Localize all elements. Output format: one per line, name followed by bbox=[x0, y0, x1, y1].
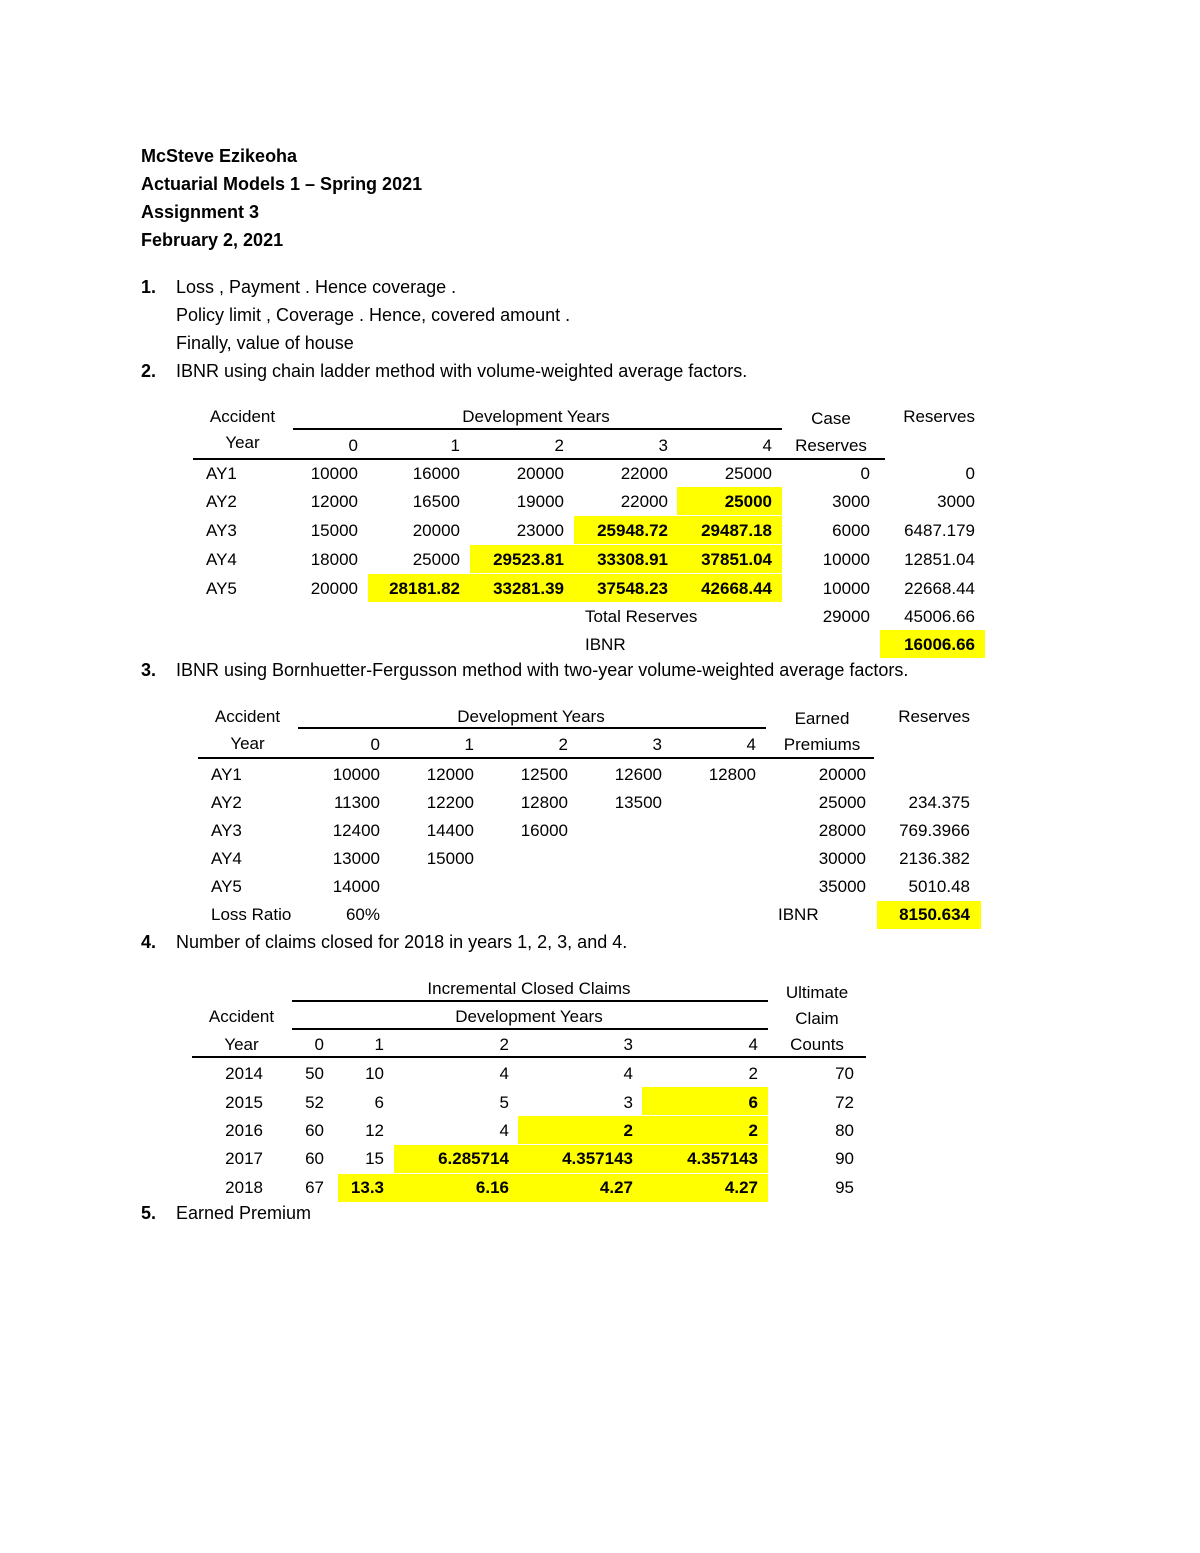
item-text: Number of claims closed for 2018 in years 1, 2, 3, and 4. bbox=[176, 932, 628, 952]
row-label: AY2 bbox=[211, 793, 242, 812]
dev-col-header: 0 bbox=[370, 735, 380, 754]
cell-value: 52 bbox=[305, 1093, 324, 1112]
dev-years-title: Development Years bbox=[457, 707, 605, 726]
total-reserves-label: Total Reserves bbox=[585, 607, 698, 626]
cell-value: 6000 bbox=[832, 521, 870, 540]
cell-value: 15 bbox=[365, 1149, 384, 1168]
cell-value: 10000 bbox=[822, 579, 870, 598]
cell-value: 2 bbox=[748, 1064, 758, 1083]
cell-value: 35000 bbox=[818, 877, 866, 896]
cell-value: 28181.82 bbox=[389, 579, 460, 598]
cell-value: 4.27 bbox=[599, 1178, 633, 1197]
column-header: Accident bbox=[209, 407, 276, 426]
column-header: Premiums bbox=[783, 735, 861, 754]
dev-years-title: Development Years bbox=[462, 407, 610, 426]
cell-value: 29523.81 bbox=[493, 550, 564, 569]
dev-col-header: 2 bbox=[499, 1035, 509, 1054]
cell-value: 12800 bbox=[708, 765, 756, 784]
item-number: 4. bbox=[141, 932, 157, 952]
column-header: Reserves bbox=[898, 707, 970, 726]
ibnr-label: IBNR bbox=[585, 635, 626, 654]
cell-value: 16500 bbox=[412, 492, 460, 511]
cell-value: 12851.04 bbox=[904, 550, 975, 569]
row-label: AY2 bbox=[206, 492, 237, 511]
cell-value: 50 bbox=[305, 1064, 324, 1083]
cell-value: 12500 bbox=[520, 765, 568, 784]
column-header: Ultimate bbox=[785, 983, 849, 1002]
cell-value: 6 bbox=[748, 1093, 758, 1112]
cell-value: 95 bbox=[835, 1178, 854, 1197]
cell-value: 2136.382 bbox=[899, 849, 970, 868]
cell-value: 16000 bbox=[520, 821, 568, 840]
row-label: 2018 bbox=[225, 1178, 263, 1197]
item-text: Policy limit , Coverage . Hence, covered amount . bbox=[176, 305, 571, 325]
cell-value: 769.3966 bbox=[899, 821, 970, 840]
item-text: IBNR using Bornhuetter-Fergusson method with two-year volume-weighted average factors. bbox=[176, 660, 909, 680]
item-number: 1. bbox=[141, 277, 157, 297]
cell-value: 15000 bbox=[426, 849, 474, 868]
cell-value: 80 bbox=[835, 1121, 854, 1140]
dev-col-header: 0 bbox=[348, 436, 358, 455]
cell-value: 5010.48 bbox=[908, 877, 970, 896]
row-label: AY5 bbox=[211, 877, 242, 896]
row-label: 2017 bbox=[225, 1149, 263, 1168]
column-header: Reserves bbox=[795, 436, 867, 455]
cell-value: 20000 bbox=[516, 464, 564, 483]
cell-value: 14400 bbox=[426, 821, 474, 840]
dev-col-header: 0 bbox=[314, 1035, 324, 1054]
loss-ratio-value: 60% bbox=[345, 905, 380, 924]
course-title: Actuarial Models 1 – Spring 2021 bbox=[141, 174, 423, 194]
cell-value: 5 bbox=[499, 1093, 509, 1112]
divider bbox=[193, 458, 885, 460]
column-header: Case bbox=[811, 409, 851, 428]
column-header: Accident bbox=[208, 1007, 275, 1026]
dev-col-header: 3 bbox=[652, 735, 662, 754]
column-header: Year bbox=[230, 734, 265, 753]
row-label: AY3 bbox=[206, 521, 237, 540]
dev-col-header: 3 bbox=[623, 1035, 633, 1054]
cell-value: 22000 bbox=[620, 492, 668, 511]
cell-value: 4.27 bbox=[724, 1178, 758, 1197]
assignment-title: Assignment 3 bbox=[141, 202, 260, 222]
cell-value: 15000 bbox=[310, 521, 358, 540]
loss-ratio-label: Loss Ratio bbox=[211, 905, 292, 924]
column-header: Year bbox=[225, 433, 260, 452]
cell-value: 22668.44 bbox=[904, 579, 975, 598]
document-date: February 2, 2021 bbox=[141, 230, 284, 250]
cell-value: 12800 bbox=[520, 793, 568, 812]
column-header: Earned bbox=[794, 709, 850, 728]
divider bbox=[198, 757, 874, 759]
cell-value: 4.357143 bbox=[687, 1149, 758, 1168]
cell-value: 37851.04 bbox=[701, 550, 772, 569]
cell-value: 4 bbox=[623, 1064, 633, 1083]
cell-value: 12600 bbox=[614, 765, 662, 784]
cell-value: 10000 bbox=[332, 765, 380, 784]
cell-value: 6.16 bbox=[475, 1178, 509, 1197]
total-reserves: 45006.66 bbox=[904, 607, 975, 626]
column-header: Reserves bbox=[903, 407, 975, 426]
dev-col-header: 3 bbox=[658, 436, 668, 455]
cell-value: 25000 bbox=[818, 793, 866, 812]
cell-value: 6.285714 bbox=[438, 1149, 509, 1168]
cell-value: 13500 bbox=[614, 793, 662, 812]
row-label: 2014 bbox=[225, 1064, 263, 1083]
cell-value: 23000 bbox=[516, 521, 564, 540]
row-label: AY3 bbox=[211, 821, 242, 840]
divider bbox=[192, 1056, 866, 1058]
dev-col-header: 1 bbox=[464, 735, 474, 754]
cell-value: 6 bbox=[374, 1093, 384, 1112]
cell-value: 60 bbox=[305, 1149, 324, 1168]
cell-value: 3000 bbox=[937, 492, 975, 511]
cell-value: 20000 bbox=[818, 765, 866, 784]
cell-value: 72 bbox=[835, 1093, 854, 1112]
cell-value: 42668.44 bbox=[701, 579, 772, 598]
cell-value: 12400 bbox=[332, 821, 380, 840]
cell-value: 60 bbox=[305, 1121, 324, 1140]
cell-value: 0 bbox=[860, 464, 870, 483]
cell-value: 10000 bbox=[310, 464, 358, 483]
cell-value: 16000 bbox=[412, 464, 460, 483]
cell-value: 18000 bbox=[310, 550, 358, 569]
cell-value: 70 bbox=[835, 1064, 854, 1083]
cell-value: 234.375 bbox=[908, 793, 970, 812]
divider bbox=[292, 1000, 768, 1002]
incremental-title: Incremental Closed Claims bbox=[427, 979, 631, 998]
cell-value: 2 bbox=[748, 1121, 758, 1140]
cell-value: 29487.18 bbox=[701, 521, 772, 540]
cell-value: 6487.179 bbox=[904, 521, 975, 540]
dev-col-header: 1 bbox=[374, 1035, 384, 1054]
cell-value: 25948.72 bbox=[597, 521, 668, 540]
divider bbox=[298, 727, 766, 729]
ibnr-value: 8150.634 bbox=[899, 905, 970, 924]
column-header: Year bbox=[224, 1035, 259, 1054]
column-header: Claim bbox=[795, 1009, 839, 1028]
cell-value: 10000 bbox=[822, 550, 870, 569]
dev-years-title: Development Years bbox=[455, 1007, 603, 1026]
author-name: McSteve Ezikeoha bbox=[141, 146, 298, 166]
cell-value: 19000 bbox=[516, 492, 564, 511]
item-text: Earned Premium bbox=[176, 1203, 312, 1223]
item-number: 3. bbox=[141, 660, 157, 680]
dev-col-header: 4 bbox=[762, 436, 772, 455]
cell-value: 10 bbox=[365, 1064, 384, 1083]
item-text: Loss , Payment . Hence coverage . bbox=[176, 277, 457, 297]
cell-value: 3000 bbox=[832, 492, 870, 511]
total-case: 29000 bbox=[822, 607, 870, 626]
divider bbox=[292, 1028, 768, 1030]
cell-value: 33308.91 bbox=[597, 550, 668, 569]
cell-value: 67 bbox=[305, 1178, 324, 1197]
row-label: 2015 bbox=[225, 1093, 263, 1112]
cell-value: 22000 bbox=[620, 464, 668, 483]
cell-value: 0 bbox=[965, 464, 975, 483]
item-number: 5. bbox=[141, 1203, 157, 1223]
item-text: IBNR using chain ladder method with volume-weighted average factors. bbox=[176, 361, 748, 381]
cell-value: 4 bbox=[499, 1121, 509, 1140]
cell-value: 20000 bbox=[310, 579, 358, 598]
row-label: AY4 bbox=[206, 550, 237, 569]
item-number: 2. bbox=[141, 361, 157, 381]
cell-value: 33281.39 bbox=[493, 579, 564, 598]
row-label: 2016 bbox=[225, 1121, 263, 1140]
cell-value: 37548.23 bbox=[597, 579, 668, 598]
column-header: Counts bbox=[790, 1035, 844, 1054]
row-label: AY5 bbox=[206, 579, 237, 598]
cell-value: 11300 bbox=[333, 793, 380, 812]
dev-col-header: 2 bbox=[554, 436, 564, 455]
cell-value: 4 bbox=[499, 1064, 509, 1083]
cell-value: 14000 bbox=[332, 877, 380, 896]
cell-value: 4.357143 bbox=[562, 1149, 633, 1168]
divider bbox=[293, 428, 782, 430]
dev-col-header: 2 bbox=[558, 735, 568, 754]
cell-value: 13000 bbox=[332, 849, 380, 868]
cell-value: 13.3 bbox=[350, 1178, 384, 1197]
row-label: AY1 bbox=[206, 464, 237, 483]
column-header: Accident bbox=[214, 707, 281, 726]
cell-value: 12 bbox=[365, 1121, 384, 1140]
cell-value: 3 bbox=[623, 1093, 633, 1112]
cell-value: 28000 bbox=[818, 821, 866, 840]
cell-value: 30000 bbox=[818, 849, 866, 868]
cell-value: 25000 bbox=[724, 464, 772, 483]
cell-value: 25000 bbox=[412, 550, 460, 569]
ibnr-label: IBNR bbox=[778, 905, 819, 924]
cell-value: 12000 bbox=[426, 765, 474, 784]
cell-value: 90 bbox=[835, 1149, 854, 1168]
row-label: AY1 bbox=[211, 765, 242, 784]
cell-value: 2 bbox=[623, 1121, 633, 1140]
dev-col-header: 4 bbox=[746, 735, 756, 754]
cell-value: 12000 bbox=[310, 492, 358, 511]
item-text: Finally, value of house bbox=[176, 333, 354, 353]
cell-value: 12200 bbox=[426, 793, 474, 812]
ibnr-value: 16006.66 bbox=[904, 635, 975, 654]
dev-col-header: 4 bbox=[748, 1035, 758, 1054]
cell-value: 20000 bbox=[412, 521, 460, 540]
dev-col-header: 1 bbox=[450, 436, 460, 455]
row-label: AY4 bbox=[211, 849, 242, 868]
cell-value: 25000 bbox=[724, 492, 772, 511]
